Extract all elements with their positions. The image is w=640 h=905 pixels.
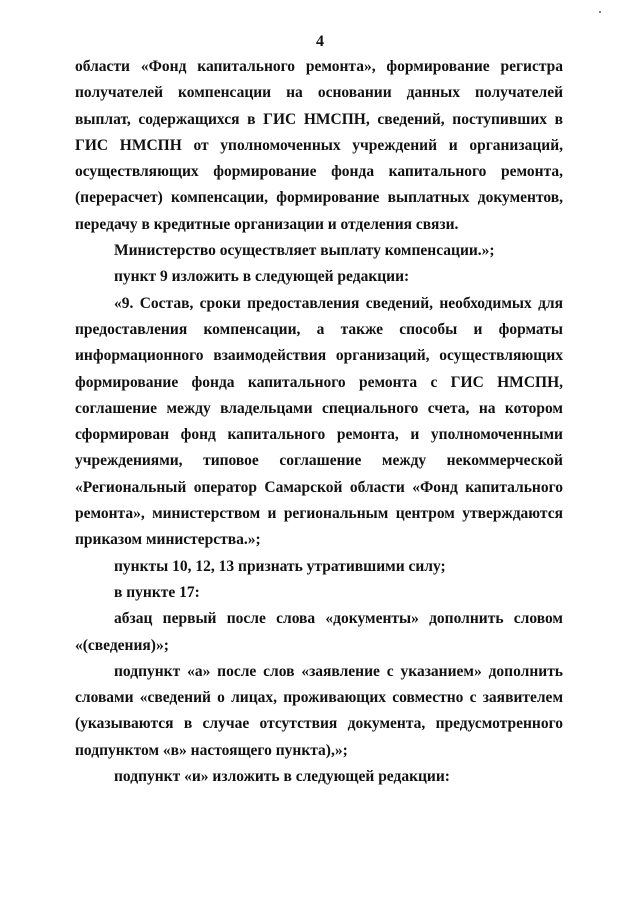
text-line: передачу в кредитные организации и отделения связи. (75, 215, 459, 233)
text-line: (перерасчет) компенсации, формирование выплатных документов, (75, 189, 563, 207)
text-line: словами «сведений о лицах, проживающих совместно с заявителем (75, 689, 563, 707)
text-line: получателей компенсации на основании данных получателей (75, 84, 563, 102)
text-line: пункты 10, 12, 13 признать утратившими силу; (114, 557, 446, 575)
text-line: ГИС НМСПН от уполномоченных учреждений и организаций, (75, 136, 563, 154)
page-number: 4 (316, 33, 324, 50)
text-line: ремонта», министерством и региональным центром утверждаются (75, 505, 563, 523)
text-line: учреждениями, типовое соглашение между некоммерческой (75, 452, 563, 470)
text-line: предоставления компенсации, а также способы и форматы (75, 320, 563, 338)
scan-speck (599, 11, 601, 13)
text-line: соглашение между владельцами специального счета, на котором (75, 399, 563, 417)
text-line: формирование фонда капитального ремонта с ГИС НМСПН, (75, 373, 563, 391)
text-line: выплат, содержащихся в ГИС НМСПН, сведений, поступивших в (75, 110, 563, 128)
text-line: «(сведения)»; (75, 636, 169, 654)
text-line: подпунктом «в» настоящего пункта),»; (75, 741, 348, 759)
text-line: подпункт «а» после слов «заявление с указанием» дополнить (114, 662, 563, 680)
text-line: в пункте 17: (114, 583, 200, 601)
text-line: приказом министерства.»; (75, 531, 261, 549)
text-line: области «Фонд капитального ремонта», формирование регистра (75, 58, 563, 75)
text-line: пункт 9 изложить в следующей редакции: (114, 268, 410, 286)
text-line: (указываются в случае отсутствия документа, предусмотренного (75, 715, 563, 733)
text-line: Министерство осуществляет выплату компенсации.»; (114, 242, 495, 260)
text-line: осуществляющих формирование фонда капитального ремонта, (75, 163, 563, 181)
document-body (75, 54, 563, 790)
text-line: «Региональный оператор Самарской области «Фонд капитального (75, 478, 563, 496)
text-line: подпункт «и» изложить в следующей редакции: (114, 768, 450, 786)
text-line: сформирован фонд капитального ремонта, и уполномоченными (75, 426, 563, 444)
text-line: «9. Состав, сроки предоставления сведений, необходимых для (114, 294, 563, 312)
text-line: абзац первый после слова «документы» дополнить словом (114, 610, 563, 628)
text-line: информационного взаимодействия организаций, осуществляющих (75, 347, 563, 365)
